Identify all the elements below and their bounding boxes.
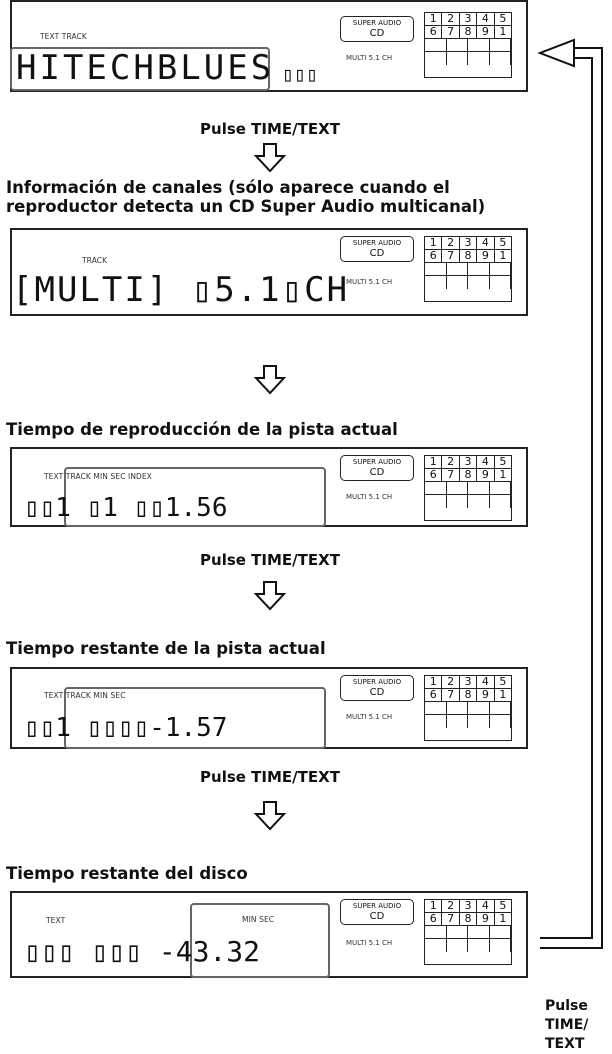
pulse-label: Pulse TIME/TEXT: [200, 768, 340, 786]
channel-readout: [MULTI] ▯5.1▯CH: [12, 270, 350, 310]
multi-indicator: MULTI 5.1 CH: [346, 939, 393, 947]
track-grid: 1 2 3 4 5 6 7 8 9 1: [424, 899, 512, 965]
heading-channel-info: Información de canales (sólo aparece cuando el: [6, 178, 450, 197]
display-panel-track-remaining: [10, 667, 528, 749]
heading-channel-info-2: reproductor detecta un CD Super Audio multicanal): [6, 197, 486, 216]
heading-track-remaining: Tiempo restante de la pista actual: [6, 639, 326, 658]
multi-indicator: MULTI 5.1 CH: [346, 713, 393, 721]
track-grid: 1 2 3 4 5 6 7 8 9 1: [424, 455, 512, 521]
down-arrow-icon: [253, 800, 287, 832]
text-track-label: TEXT TRACK: [40, 32, 87, 41]
display-panel-track-time: [10, 447, 528, 527]
track-label: TRACK: [82, 256, 108, 265]
pulse-label: Pulse TIME/TEXT: [200, 120, 340, 138]
display-panel-text: [10, 0, 528, 92]
sacd-indicator: SUPER AUDIO CD: [340, 236, 414, 262]
down-arrow-icon: [253, 364, 287, 396]
down-arrow-icon: [253, 142, 287, 174]
disc-remaining-readout: ▯▯▯ ▯▯▯ -43.32: [24, 935, 261, 968]
side-pulse-label: Pulse TIME/ TEXT: [545, 998, 589, 1052]
down-arrow-icon: [253, 580, 287, 612]
sacd-indicator: SUPER AUDIO CD: [340, 16, 414, 42]
text-readout: HITECHBLUES: [16, 48, 275, 88]
text-label: TEXT: [46, 916, 66, 925]
sacd-indicator: SUPER AUDIO CD: [340, 455, 414, 481]
min-sec-label: MIN SEC: [242, 915, 275, 924]
track-remaining-readout: ▯▯1 ▯▯▯▯-1.57: [24, 713, 228, 743]
display-panel-channels: [10, 228, 528, 316]
track-min-sec-index-label: TEXT TRACK MIN SEC INDEX: [44, 472, 152, 481]
multi-indicator: MULTI 5.1 CH: [346, 278, 393, 286]
heading-track-time: Tiempo de reproducción de la pista actual: [6, 420, 398, 439]
multi-indicator: MULTI 5.1 CH: [346, 54, 393, 62]
pulse-label: Pulse TIME/TEXT: [200, 551, 340, 569]
display-panel-disc-remaining: [10, 891, 528, 978]
track-grid: 1 2 3 4 5 6 7 8 9 1: [424, 12, 512, 78]
track-min-sec-label: TEXT TRACK MIN SEC: [44, 691, 126, 700]
track-grid: 1 2 3 4 5 6 7 8 9 1: [424, 675, 512, 741]
heading-disc-remaining: Tiempo restante del disco: [6, 864, 248, 883]
sacd-indicator: SUPER AUDIO CD: [340, 899, 414, 925]
track-time-readout: ▯▯1 ▯1 ▯▯1.56: [24, 493, 228, 523]
sacd-indicator: SUPER AUDIO CD: [340, 675, 414, 701]
track-grid: 1 2 3 4 5 6 7 8 9 1: [424, 236, 512, 302]
multi-indicator: MULTI 5.1 CH: [346, 493, 393, 501]
text-extra-segments: ▯▯▯: [282, 62, 319, 86]
